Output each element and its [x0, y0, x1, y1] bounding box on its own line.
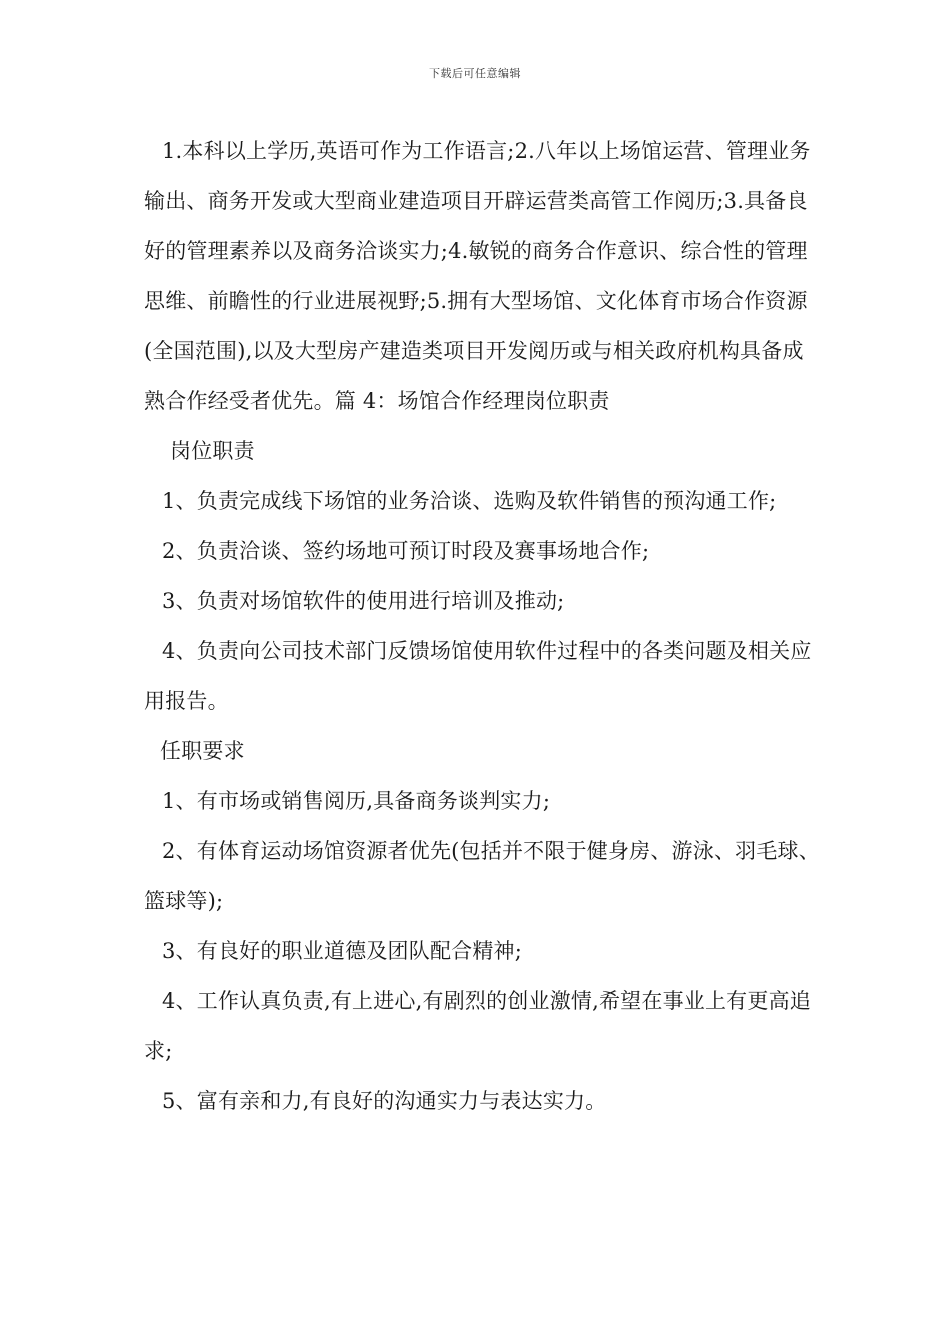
duty-item: 2、负责洽谈、签约场地可预订时段及赛事场地合作; — [162, 539, 650, 563]
section-heading-duties: 岗位职责 — [170, 439, 255, 463]
requirement-item: 4、工作认真负责,有上进心,有剧烈的创业激情,希望在事业上有更高追求; — [144, 989, 811, 1063]
duty-item: 3、负责对场馆软件的使用进行培训及推动; — [162, 589, 565, 613]
requirement-item: 5、富有亲和力,有良好的沟通实力与表达实力。 — [162, 1089, 607, 1113]
duty-item: 1、负责完成线下场馆的业务洽谈、选购及软件销售的预沟通工作; — [162, 489, 777, 513]
requirement-item: 1、有市场或销售阅历,具备商务谈判实力; — [162, 789, 551, 813]
requirement-item: 2、有体育运动场馆资源者优先(包括并不限于健身房、游泳、羽毛球、篮球等); — [144, 839, 820, 913]
duty-item: 4、负责向公司技术部门反馈场馆使用软件过程中的各类问题及相关应用报告。 — [144, 639, 812, 713]
paragraph-requirements-intro: 1.本科以上学历,英语可作为工作语言;2.八年以上场馆运营、管理业务输出、商务开发或大型商业建造项目开辟运营类高管工作阅历;3.具备良好的管理素养以及商务洽谈实力;4.敏锐的商务合作意识、综合性的管理思维、前瞻性的行业进展视野;5.拥有大型场馆、文化体育市场合作资源(全国范围),以及大型房产建造类项目开发阅历或与相关政府机构具备成熟合作经受者优先。篇 4：场馆合作经理岗位职责 — [144, 139, 811, 413]
section-heading-requirements: 任职要求 — [160, 739, 245, 763]
page-header: 下载后可任意编辑 — [429, 67, 521, 80]
requirement-item: 3、有良好的职业道德及团队配合精神; — [162, 939, 523, 963]
document-body — [144, 126, 824, 1126]
